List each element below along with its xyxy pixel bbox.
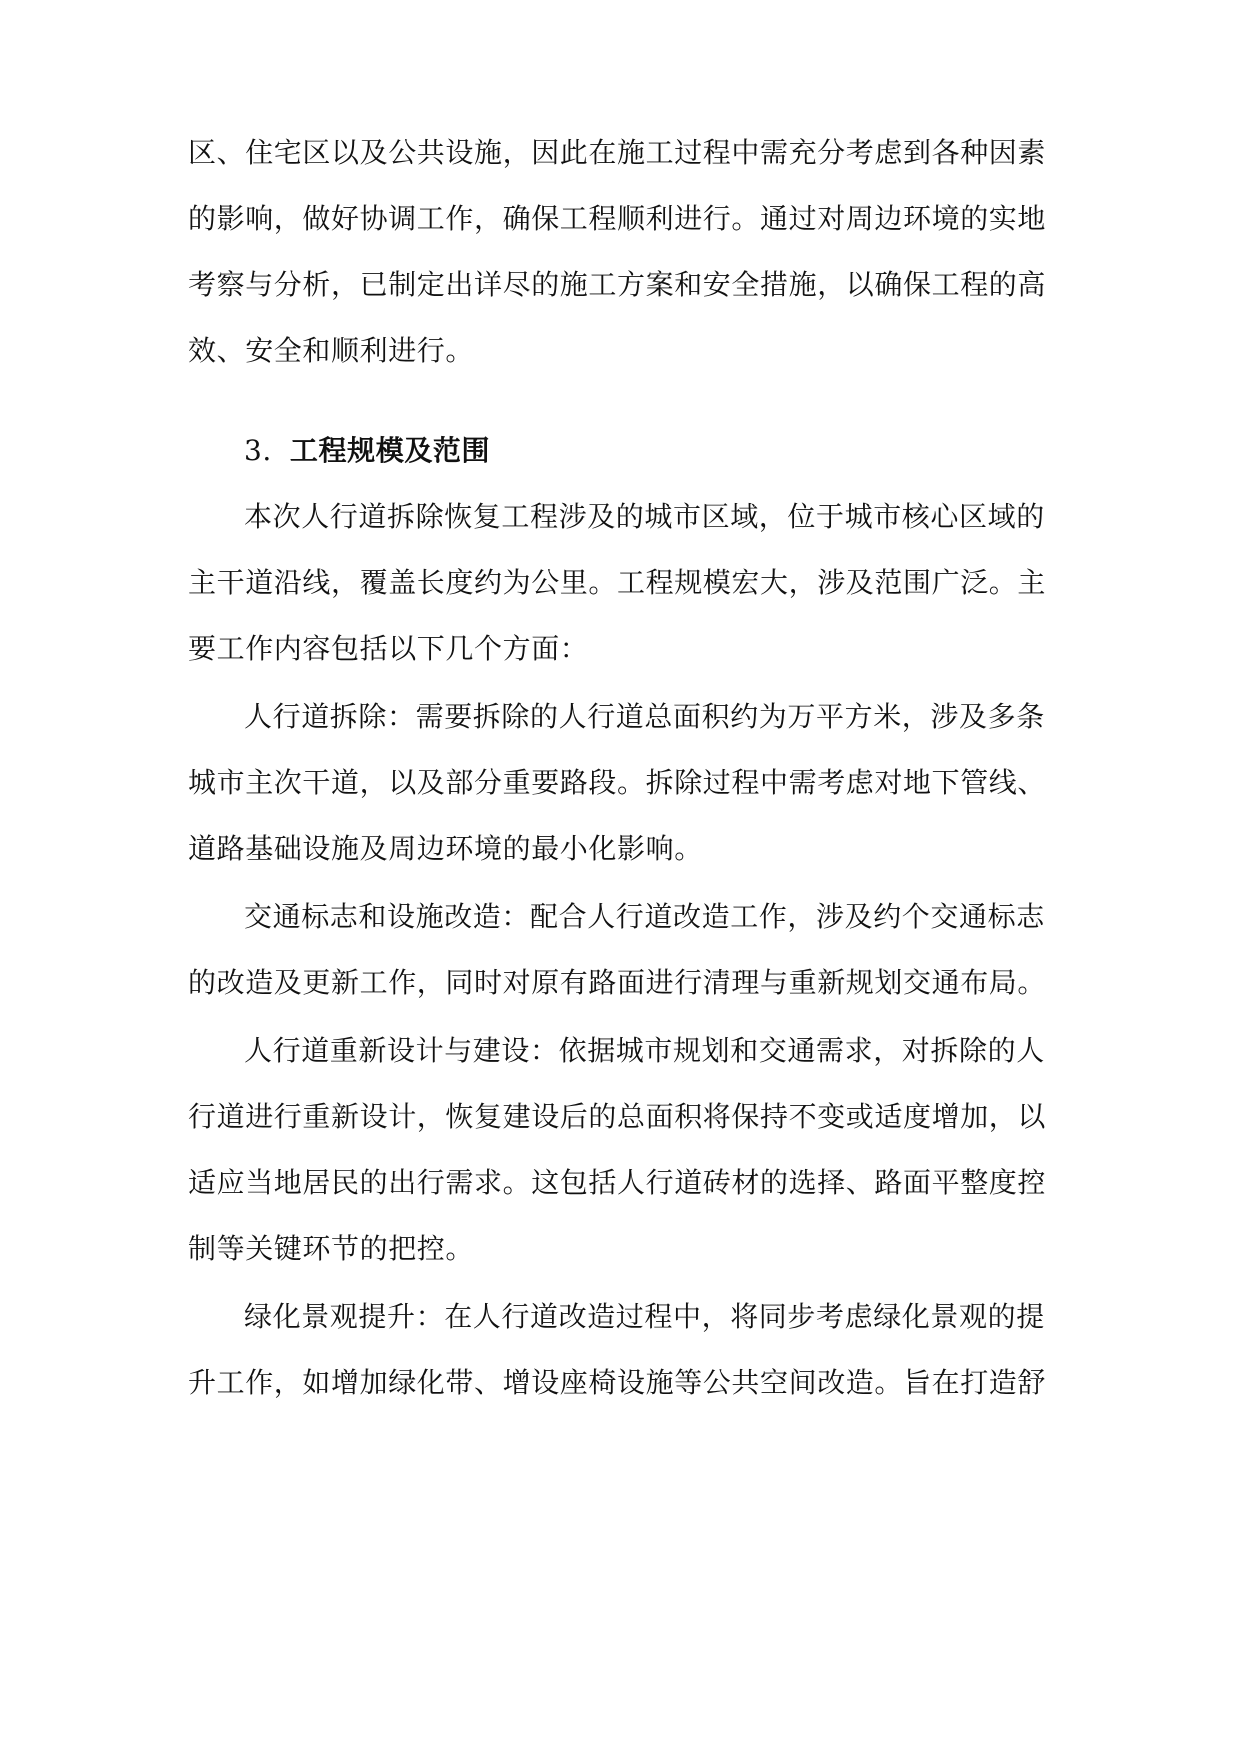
paragraph-line: 要工作内容包括以下几个方面： [188,632,589,665]
paragraph-line: 的影响，做好协调工作，确保工程顺利进行。通过对周边环境的实地 [188,202,1047,235]
paragraph-line: 人行道拆除：需要拆除的人行道总面积约为万平方米，涉及多条 [244,700,1045,733]
section-title: 工程规模及范围 [289,434,491,467]
paragraph-line: 效、安全和顺利进行。 [188,334,475,367]
paragraph-line: 行道进行重新设计，恢复建设后的总面积将保持不变或适度增加，以 [188,1100,1047,1133]
paragraph-line: 本次人行道拆除恢复工程涉及的城市区域，位于城市核心区域的 [244,500,1045,533]
paragraph-line: 适应当地居民的出行需求。这包括人行道砖材的选择、路面平整度控 [188,1166,1047,1199]
paragraph-line: 区、住宅区以及公共设施，因此在施工过程中需充分考虑到各种因素 [188,136,1047,169]
paragraph-line: 人行道重新设计与建设：依据城市规划和交通需求，对拆除的人 [244,1034,1045,1067]
paragraph-line: 升工作，如增加绿化带、增设座椅设施等公共空间改造。旨在打造舒 [188,1366,1047,1399]
paragraph-line: 绿化景观提升：在人行道改造过程中，将同步考虑绿化景观的提 [244,1300,1045,1333]
paragraph-line: 道路基础设施及周边环境的最小化影响。 [188,832,703,865]
paragraph-line: 的改造及更新工作，同时对原有路面进行清理与重新规划交通布局。 [188,966,1047,999]
paragraph-line: 制等关键环节的把控。 [188,1232,475,1265]
section-heading [244,431,490,471]
paragraph-line: 交通标志和设施改造：配合人行道改造工作，涉及约个交通标志 [244,900,1045,933]
paragraph-line: 考察与分析，已制定出详尽的施工方案和安全措施，以确保工程的高 [188,268,1047,301]
section-number: 3. [244,434,272,467]
paragraph-line: 主干道沿线，覆盖长度约为公里。工程规模宏大，涉及范围广泛。主 [188,566,1047,599]
paragraph-line: 城市主次干道，以及部分重要路段。拆除过程中需考虑对地下管线、 [188,766,1047,799]
